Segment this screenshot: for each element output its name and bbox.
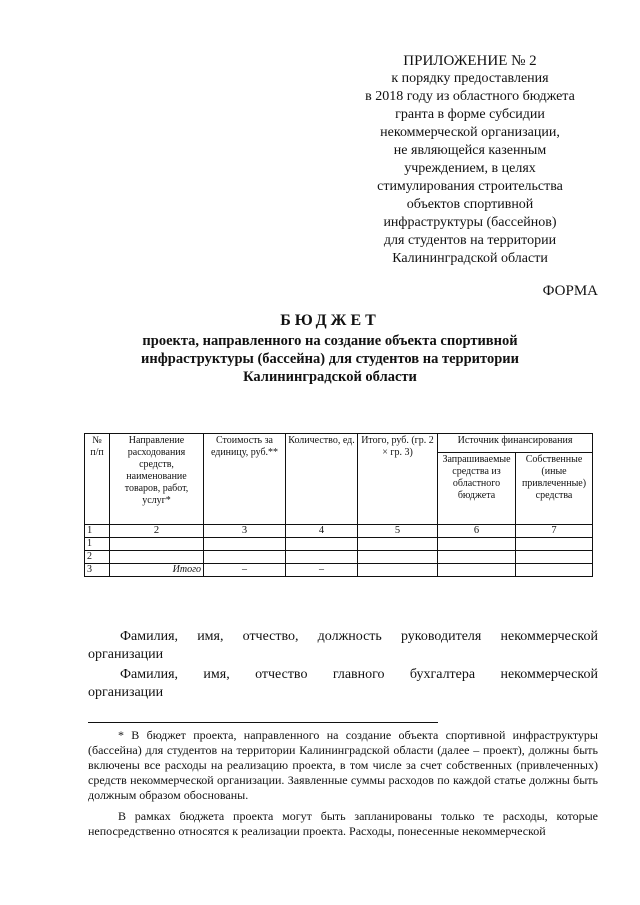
- header-source-own: Собственные (иные привлеченные) средства: [516, 453, 593, 525]
- total-row: [85, 564, 593, 577]
- sig-word: имя,: [203, 667, 230, 682]
- footnote-divider: [88, 722, 438, 723]
- column-number: 4: [286, 525, 358, 538]
- document-title-line: инфраструктуры (бассейна) для студентов на территории: [141, 351, 519, 367]
- accountant-signature-line: [88, 666, 598, 684]
- document-title-line: проекта, направленного на создание объекта спортивной: [142, 333, 518, 349]
- appendix-line: некоммерческой организации,: [380, 125, 560, 140]
- row-num: 1: [85, 538, 110, 551]
- footnote-paragraph: * В бюджет проекта, направленного на создание объекта спортивной инфраструктуры (бассейна) для студентов на территории Калининградской области (далее – проект), должны быть включены все расходы на реализацию проекта, в том числе за счет собственных (привлеченных) средств некоммерческой организации. Заявленные суммы расходов по каждой статье должны быть должным образом обоснованы.: [88, 728, 598, 802]
- footnote-paragraph: В рамках бюджета проекта могут быть запланированы только те расходы, которые непосредственно относятся к реализации проекта. Расходы, понесенные некоммерческой: [88, 809, 598, 838]
- signature-block: [88, 628, 598, 702]
- appendix-line: учреждением, в целях: [404, 161, 536, 176]
- table-row: [85, 551, 593, 564]
- row-total: [358, 551, 438, 564]
- sig-word: Фамилия,: [120, 667, 179, 682]
- row-regional: [438, 538, 516, 551]
- sig-word: должность: [317, 629, 382, 644]
- accountant-signature-line-2: организации: [88, 685, 164, 700]
- document-title-line: Калининградской области: [243, 369, 417, 385]
- sig-word: бухгалтера: [409, 667, 476, 682]
- appendix-header: [340, 52, 600, 268]
- column-number: 1: [85, 525, 110, 538]
- row-own: [516, 551, 593, 564]
- row-unit-cost: [204, 538, 286, 551]
- column-number: 6: [438, 525, 516, 538]
- row-num: 2: [85, 551, 110, 564]
- row-total: [358, 538, 438, 551]
- document-title: [100, 312, 560, 386]
- sig-word: Фамилия,: [120, 629, 179, 644]
- header-unit-cost: Стоимость за единицу, руб.**: [204, 434, 286, 525]
- header-source: Источник финансирования: [438, 434, 593, 453]
- row-direction: [110, 538, 204, 551]
- column-number: 3: [204, 525, 286, 538]
- form-label: ФОРМА: [542, 283, 598, 299]
- head-signature-line: [88, 628, 598, 646]
- appendix-line: не являющейся казенным: [393, 143, 547, 158]
- row-own: [516, 538, 593, 551]
- sig-word: отчество,: [242, 629, 299, 644]
- sig-word: некоммерческой: [500, 667, 598, 682]
- row-quantity: [286, 538, 358, 551]
- header-quantity: Количество, ед.: [286, 434, 358, 525]
- row-unit-cost: [204, 551, 286, 564]
- total-row-label: Итого: [110, 564, 204, 577]
- header-source-regional: Запрашиваемые средства из областного бюджета: [438, 453, 516, 525]
- appendix-line: инфраструктуры (бассейнов): [383, 215, 557, 230]
- header-total: Итого, руб. (гр. 2 × гр. 3): [358, 434, 438, 525]
- column-number: 7: [516, 525, 593, 538]
- sig-word: некоммерческой: [500, 629, 598, 644]
- footnotes: [88, 728, 598, 845]
- header-num: № п/п: [85, 434, 110, 525]
- total-row-regional: [438, 564, 516, 577]
- appendix-line: в 2018 году из областного бюджета: [365, 89, 575, 104]
- appendix-line: к порядку предоставления: [391, 71, 549, 86]
- appendix-line: гранта в форме субсидии: [395, 107, 545, 122]
- total-row-num: 3: [85, 564, 110, 577]
- total-row-unit-cost: –: [204, 564, 286, 577]
- total-row-total: [358, 564, 438, 577]
- column-numbers-row: [85, 525, 593, 538]
- row-regional: [438, 551, 516, 564]
- appendix-line: для студентов на территории: [383, 233, 557, 248]
- header-direction: Направление расходования средств, наименование товаров, работ, услуг*: [110, 434, 204, 525]
- row-direction: [110, 551, 204, 564]
- head-signature-line-2: организации: [88, 647, 164, 662]
- sig-word: руководителя: [400, 629, 482, 644]
- sig-word: имя,: [197, 629, 224, 644]
- column-number: 2: [110, 525, 204, 538]
- total-row-quantity: –: [286, 564, 358, 577]
- sig-word: отчество: [255, 667, 308, 682]
- total-row-own: [516, 564, 593, 577]
- appendix-line: Калининградской области: [392, 251, 548, 266]
- table-header-row: [85, 434, 593, 453]
- appendix-line: объектов спортивной: [406, 197, 534, 212]
- appendix-line: стимулирования строительства: [377, 179, 563, 194]
- document-title-main: БЮДЖЕТ: [280, 312, 380, 329]
- appendix-title: ПРИЛОЖЕНИЕ № 2: [403, 53, 537, 69]
- row-quantity: [286, 551, 358, 564]
- column-number: 5: [358, 525, 438, 538]
- budget-table: [84, 433, 593, 577]
- sig-word: главного: [332, 667, 385, 682]
- table-row: [85, 538, 593, 551]
